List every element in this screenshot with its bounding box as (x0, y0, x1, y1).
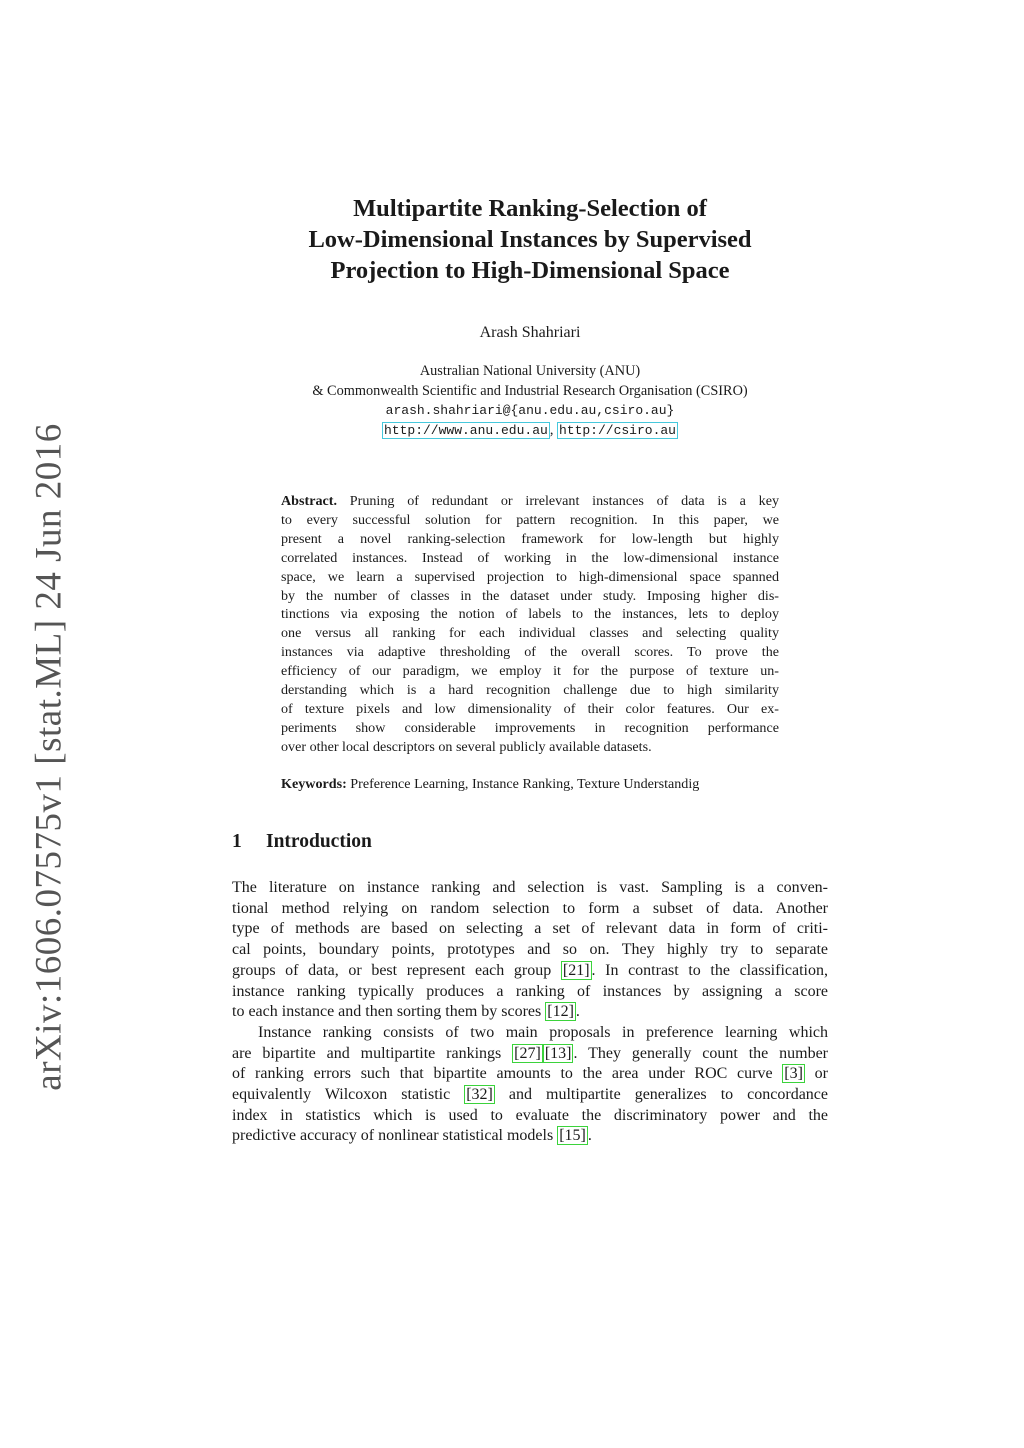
intro-line: index in statistics which is used to evaluate the discriminatory power and the (232, 1106, 828, 1124)
intro-text: or (804, 1065, 829, 1083)
email-address: arash.shahriari@{anu.edu.au,csiro.au} (385, 403, 675, 418)
section-number: 1 (232, 831, 242, 852)
intro-text: predictive accuracy of nonlinear statistical models (232, 1127, 558, 1145)
keywords-label: Keywords: (281, 776, 347, 792)
intro-line (232, 1064, 828, 1085)
abstract-label: Abstract. (281, 493, 337, 509)
keywords-text: Preference Learning, Instance Ranking, Texture Understandig (350, 776, 700, 792)
intro-line (232, 1002, 828, 1023)
intro-text: to each instance and then sorting them by scores (232, 1003, 546, 1021)
affiliation-block (232, 362, 828, 440)
abstract-line: present a novel ranking-selection framework for low-length but highly (281, 530, 779, 547)
affiliation-line: Australian National University (ANU) (419, 363, 641, 379)
intro-text: . They generally count the number (573, 1044, 828, 1062)
intro-line: type of methods are based on selecting a set of relevant data in form of criti- (232, 920, 828, 938)
paper-title (232, 193, 828, 286)
citation-link[interactable]: [32] (466, 1086, 493, 1104)
abstract (281, 492, 779, 757)
csiro-url-link[interactable]: http://csiro.au (558, 422, 676, 438)
citation-link[interactable]: [3] (784, 1065, 803, 1083)
intro-text: and multipartite generalizes to concordance (494, 1086, 828, 1104)
abstract-text: Pruning of redundant or irrelevant instances of data is a key (349, 493, 780, 509)
section-title: Introduction (266, 831, 372, 852)
abstract-line: derstanding which is a hard recognition challenge due to high similarity (281, 682, 779, 699)
citation-link[interactable]: [21] (562, 961, 590, 979)
citation-link[interactable]: [27] (514, 1044, 541, 1062)
intro-line (232, 1126, 828, 1147)
title-line: Projection to High-Dimensional Space (330, 257, 730, 284)
intro-line: The literature on instance ranking and selection is vast. Sampling is a conven- (232, 879, 828, 896)
intro-text: equivalently Wilcoxon statistic (232, 1086, 465, 1104)
intro-line (232, 1085, 828, 1106)
url-separator: , (549, 421, 554, 438)
citation-link[interactable]: [12] (547, 1003, 574, 1021)
intro-line: instance ranking typically produces a ranking of instances by assigning a score (232, 982, 828, 1000)
intro-line (232, 961, 828, 982)
abstract-line: instances via adaptive thresholding of the overall scores. To prove the (281, 644, 779, 661)
intro-line (232, 1044, 828, 1065)
title-line: Multipartite Ranking-Selection of (353, 195, 707, 222)
intro-line: cal points, boundary points, prototypes and so on. They highly try to separate (232, 941, 828, 959)
intro-text: of ranking errors such that bipartite amounts to the area under ROC curve (232, 1065, 783, 1083)
intro-text: are bipartite and multipartite rankings (232, 1044, 513, 1062)
citation-link[interactable]: [15] (559, 1127, 586, 1145)
intro-text: groups of data, or best represent each group (232, 961, 561, 979)
title-line: Low-Dimensional Instances by Supervised (308, 226, 752, 253)
section-heading (232, 831, 372, 853)
arxiv-stamp: arXiv:1606.07575v1 [stat.ML] 24 Jun 2016 (28, 423, 70, 1091)
abstract-line: space, we learn a supervised projection to high-dimensional space spanned (281, 568, 779, 585)
abstract-line: over other local descriptors on several publicly available datasets. (281, 738, 652, 755)
abstract-line: tinctions via exposing the notion of labels to the instances, lets to deploy (281, 606, 779, 623)
keywords (281, 776, 811, 793)
abstract-line: by the number of classes in the dataset under study. Imposing higher dis- (281, 587, 779, 604)
intro-text: . (575, 1003, 580, 1021)
abstract-line: correlated instances. Instead of working in the low-dimensional instance (281, 549, 779, 566)
abstract-line: to every successful solution for pattern recognition. In this paper, we (281, 511, 779, 528)
abstract-line (281, 492, 779, 511)
abstract-line: efficiency of our paradigm, we employ it for the purpose of texture un- (281, 663, 779, 680)
intro-text: . In contrast to the classification, (591, 961, 828, 979)
abstract-line: of texture pixels and low dimensionality of their color features. Our ex- (281, 700, 779, 717)
intro-line: tional method relying on random selection to form a subset of data. Another (232, 899, 828, 917)
author-name: Arash Shahriari (479, 324, 581, 341)
affiliation-line: & Commonwealth Scientific and Industrial Research Organisation (CSIRO) (312, 382, 748, 399)
citation-link[interactable]: [13] (544, 1044, 572, 1062)
introduction-body (232, 878, 828, 1147)
anu-url-link[interactable]: http://www.anu.edu.au (383, 422, 548, 438)
abstract-line: periments show considerable improvements in recognition performance (281, 719, 779, 736)
abstract-line: one versus all ranking for each individual classes and selecting quality (281, 625, 779, 642)
intro-line: Instance ranking consists of two main proposals in preference learning which (258, 1023, 828, 1041)
intro-text: . (587, 1127, 592, 1145)
